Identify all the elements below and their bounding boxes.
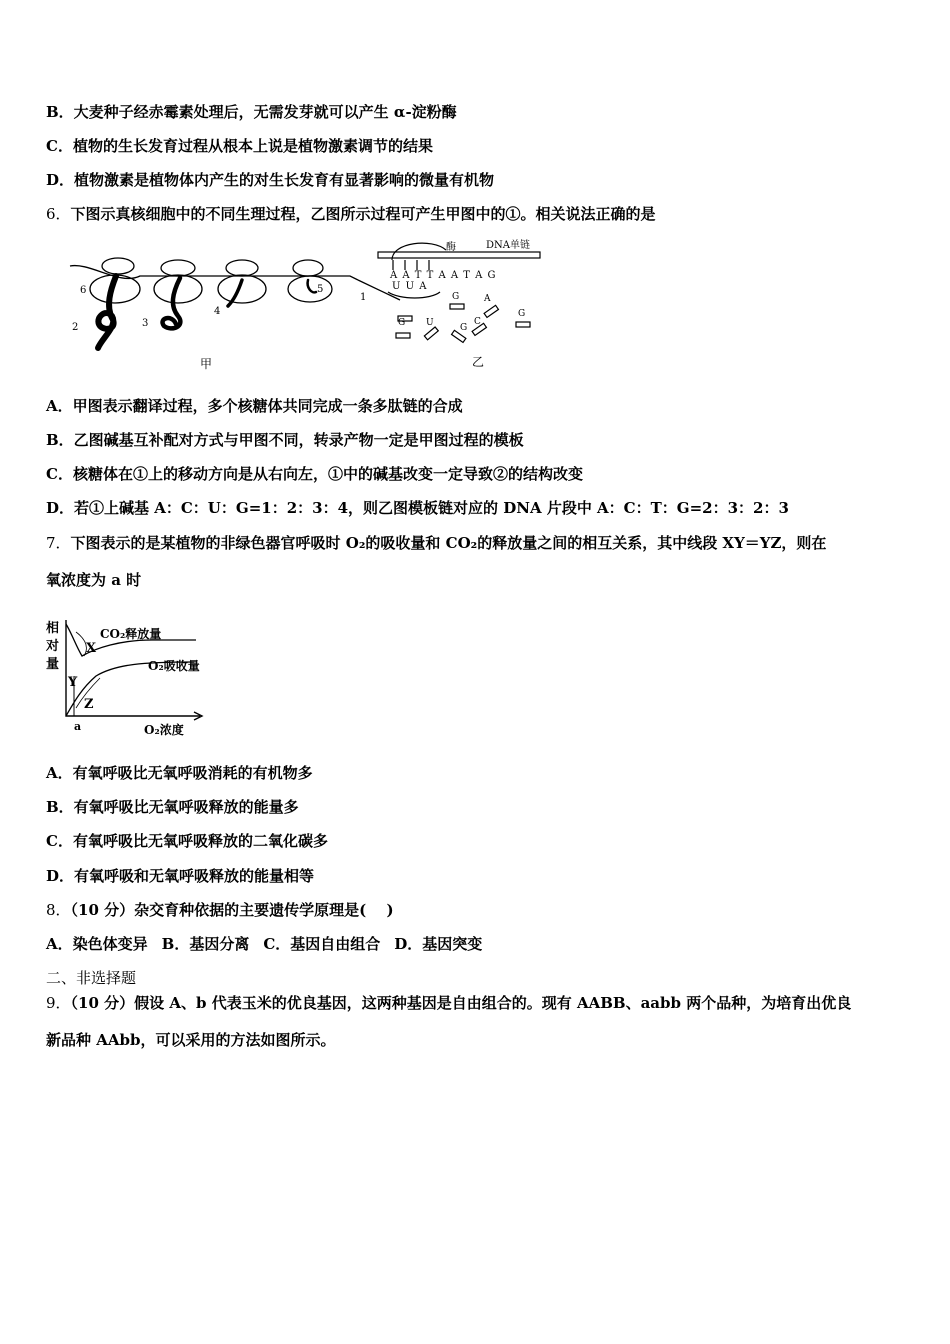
point-z-label: Z [84, 697, 94, 712]
rna-transcript [388, 292, 440, 298]
x-tick-a: a [74, 720, 82, 733]
label-6: 6 [80, 285, 87, 296]
q9-stem-text: （10 分）假设 A、b 代表玉米的优良基因，这两种基因是自由组合的。现有 AABB、aabb 两个品种，为培育出优良 [70, 994, 852, 1012]
free-nucleotide [396, 333, 410, 338]
q7-number: 7． [46, 534, 71, 552]
label-4: 4 [214, 306, 221, 317]
q6-option-a: A．甲图表示翻译过程，多个核糖体共同完成一条多肽链的合成 [46, 397, 463, 415]
q6-stem [46, 204, 656, 224]
label-1: 1 [360, 292, 367, 303]
yi-caption: 乙 [472, 355, 485, 369]
point-y-label: Y [68, 675, 78, 690]
q6-option-d: D．若①上碱基 A：C：U：G=1：2：3：4，则乙图模板链对应的 DNA 片段中 A：C：T：G=2：3：2：3 [46, 499, 789, 517]
free-base-label: C [474, 317, 481, 327]
point-x-label: X [86, 641, 97, 656]
ribosome-small-subunit [226, 260, 258, 276]
q7-stem-line1 [46, 533, 826, 553]
q5-option-c: C．植物的生长发育过程从根本上说是植物激素调节的结果 [46, 137, 433, 155]
y-axis-label-3: 量 [46, 657, 60, 672]
q8-option-a: A．染色体变异 [46, 935, 148, 953]
polypeptide-chains [98, 276, 316, 348]
free-nucleotide [484, 305, 498, 317]
q8-stem-text: （10 分）杂交育种依据的主要遗传学原理是( ) [70, 901, 394, 919]
label-2: 2 [72, 322, 79, 333]
q7-stem-line2: 氧浓度为 a 时 [46, 571, 142, 589]
q8-number: 8． [46, 901, 71, 919]
q9-number: 9． [46, 994, 71, 1012]
paired-bases: U U A [392, 281, 428, 292]
section-heading-nonchoice: 二、非选择题 [46, 969, 137, 987]
jia-caption: 甲 [200, 357, 213, 371]
free-nucleotide [450, 304, 464, 309]
q7-chart [44, 612, 234, 742]
q8-option-d: D．基因突变 [394, 935, 483, 953]
q7-stem-text: 下图表示的是某植物的非绿色器官呼吸时 O₂的吸收量和 CO₂的释放量之间的相互关系，其中线段 XY＝YZ，则在 [70, 534, 827, 552]
q7-option-c: C．有氧呼吸比无氧呼吸释放的二氧化碳多 [46, 832, 328, 850]
y-axis-label-1: 相 [46, 621, 60, 636]
shortest-polypeptide [308, 280, 316, 292]
free-base-label: A [484, 294, 491, 304]
free-base-label: G [452, 292, 460, 302]
q8-option-c: C．基因自由组合 [263, 935, 381, 953]
q7-option-d: D．有氧呼吸和无氧呼吸释放的能量相等 [46, 867, 315, 885]
free-base-label: G [460, 323, 468, 333]
q8-stem [46, 900, 394, 920]
template-bases: A A T T A A T A G [390, 270, 497, 281]
ribosome-small-subunit [293, 260, 323, 276]
chart-labels [45, 620, 200, 737]
free-base-label: G [398, 318, 406, 328]
q9-stem-line2: 新品种 AAbb，可以采用的方法如图所示。 [46, 1031, 336, 1049]
o2-series-label: O₂吸收量 [148, 659, 200, 673]
label-3: 3 [142, 318, 149, 329]
q8-option-b: B．基因分离 [161, 935, 250, 953]
free-nucleotide [516, 322, 530, 327]
co2-series-label: CO₂释放量 [100, 627, 162, 641]
q8-options [46, 934, 496, 954]
x-axis-label: O₂浓度 [144, 723, 184, 737]
dna-strand-label: DNA单链 [486, 240, 530, 251]
y-axis-label-2: 对 [46, 639, 60, 654]
base-pair-ticks [393, 260, 429, 270]
long-polypeptide [98, 276, 116, 348]
q5-option-d: D．植物激素是植物体内产生的对生长发育有显著影响的微量有机物 [46, 171, 495, 189]
q6-figure [60, 236, 550, 376]
label-5: 5 [317, 284, 324, 295]
q6-number: 6． [46, 205, 71, 223]
free-nucleotide [424, 327, 438, 340]
dna-single-strand [378, 252, 540, 258]
free-base-label: G [518, 309, 526, 319]
q6-option-c: C．核糖体在①上的移动方向是从右向左，①中的碱基改变一定导致②的结构改变 [46, 465, 583, 483]
free-base-label: U [426, 318, 434, 328]
q7-option-b: B．有氧呼吸比无氧呼吸释放的能量多 [46, 798, 299, 816]
q7-option-a: A．有氧呼吸比无氧呼吸消耗的有机物多 [46, 764, 313, 782]
ribosome-small-subunit [161, 260, 195, 276]
q5-option-b: B．大麦种子经赤霉素处理后，无需发芽就可以产生 α-淀粉酶 [46, 103, 457, 121]
ribosome-small-subunit [102, 258, 134, 274]
q9-stem-line1 [46, 993, 851, 1013]
enzyme-label: 酶 [446, 242, 456, 253]
q6-stem-text: 下图示真核细胞中的不同生理过程，乙图所示过程可产生甲图中的①。相关说法正确的是 [70, 205, 656, 223]
q6-option-b: B．乙图碱基互补配对方式与甲图不同，转录产物一定是甲图过程的模板 [46, 431, 524, 449]
